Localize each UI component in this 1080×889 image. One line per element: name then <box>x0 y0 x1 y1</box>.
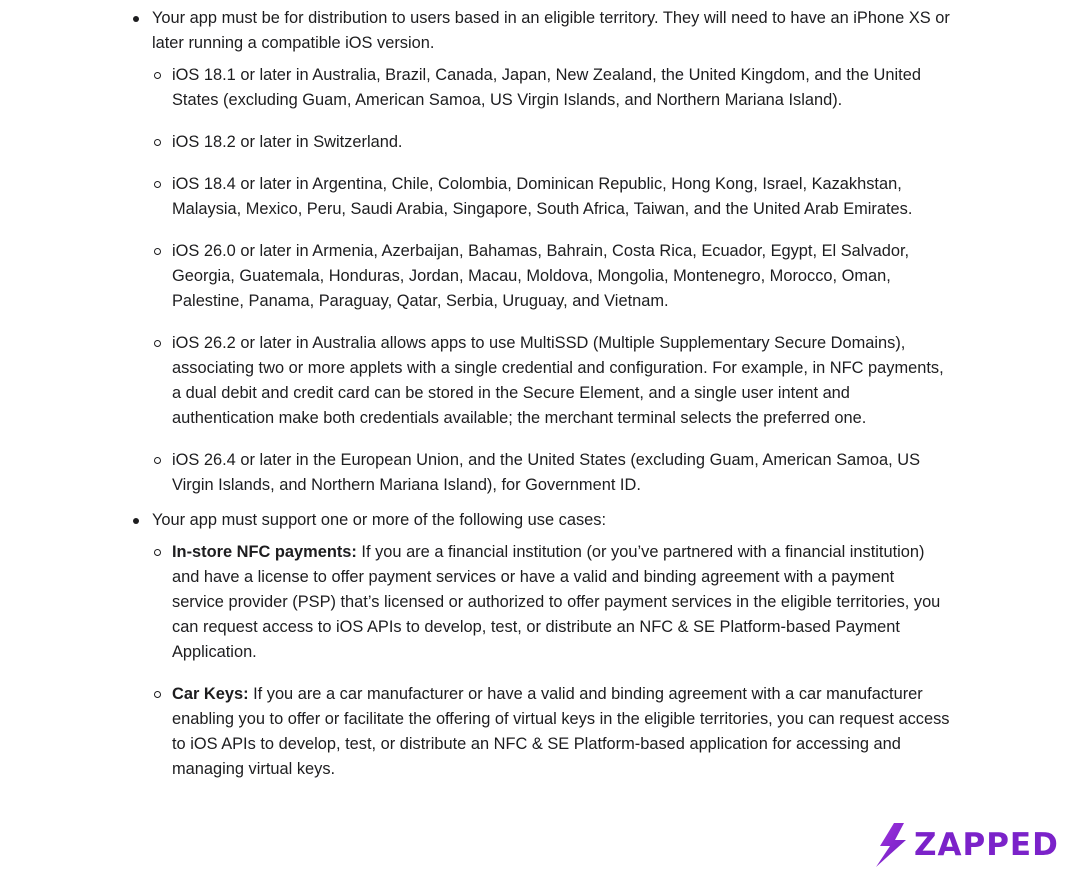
zapped-watermark <box>874 822 1059 868</box>
bullet-circle <box>154 72 161 79</box>
sublist-item-text: If you are a car manufacturer or have a valid and binding agreement with a car manufacturer enabling you to offer or facilitate the offering of virtual keys in the eligible territories, you can request access to iOS APIs to develop, test, or distribute an NFC & SE Platform-based application for accessing and managing virtual keys. <box>172 685 950 778</box>
bullet-circle <box>154 457 161 464</box>
bullet-circle <box>154 139 161 146</box>
sublist-item <box>172 448 950 498</box>
sublist-item <box>172 239 950 314</box>
sublist-item-text: iOS 18.1 or later in Australia, Brazil, Canada, Japan, New Zealand, the United Kingdom, and the United States (excluding Guam, American Samoa, US Virgin Islands, and Northern Mariana Island). <box>172 66 921 109</box>
sublist-item <box>172 172 950 222</box>
use-case-sublist <box>152 540 950 782</box>
sublist-item <box>172 130 950 155</box>
list-item-text: Your app must support one or more of the following use cases: <box>152 511 607 529</box>
requirements-list <box>0 6 950 782</box>
bullet-circle <box>154 340 161 347</box>
list-item-text: Your app must be for distribution to users based in an eligible territory. They will need to have an iPhone XS or later running a compatible iOS version. <box>152 9 950 52</box>
watermark-text: ZAPPED <box>914 827 1059 863</box>
sublist-item-text: iOS 18.4 or later in Argentina, Chile, Colombia, Dominican Republic, Hong Kong, Israel, Kazakhstan, Malaysia, Mexico, Peru, Saudi Arabia, Singapore, South Africa, Taiwan, and the United Arab Emirates. <box>172 175 913 218</box>
list-item-use-cases <box>152 508 950 782</box>
document-body <box>0 6 1080 792</box>
territory-sublist <box>152 63 950 498</box>
sublist-item-nfc-payments <box>172 540 950 665</box>
sublist-item-text: iOS 26.0 or later in Armenia, Azerbaijan, Bahamas, Bahrain, Costa Rica, Ecuador, Egypt, El Salvador, Georgia, Guatemala, Honduras, Jordan, Macau, Moldova, Mongolia, Montenegro, Morocco, Oman, Palestine, Panama, Paraguay, Qatar, Serbia, Uruguay, and Vietnam. <box>172 242 910 310</box>
bullet-circle <box>154 549 161 556</box>
bullet-dot <box>133 518 139 524</box>
bullet-circle <box>154 181 161 188</box>
sublist-item-text: iOS 18.2 or later in Switzerland. <box>172 133 403 151</box>
sublist-item <box>172 331 950 431</box>
bullet-circle <box>154 691 161 698</box>
sublist-item-text: iOS 26.2 or later in Australia allows apps to use MultiSSD (Multiple Supplementary Secure Domains), associating two or more applets with a single credential and configuration. For example, in NFC payments, a dual debit and credit card can be stored in the Secure Element, and a single user intent and authentication make both credentials available; the merchant terminal selects the preferred one. <box>172 334 944 427</box>
bullet-dot <box>133 16 139 22</box>
use-case-lead: Car Keys: <box>172 685 249 703</box>
list-item-eligible-territory <box>152 6 950 498</box>
lightning-bolt-icon <box>874 822 910 868</box>
bullet-circle <box>154 248 161 255</box>
sublist-item-text: If you are a financial institution (or you’ve partnered with a financial institution) and have a license to offer payment services or have a valid and binding agreement with a payment service provider (PSP) that’s licensed or authorized to offer payment services in the eligible territories, you can request access to iOS APIs to develop, test, or distribute an NFC & SE Platform-based Payment Application. <box>172 543 941 661</box>
use-case-lead: In-store NFC payments: <box>172 543 357 561</box>
sublist-item-text: iOS 26.4 or later in the European Union, and the United States (excluding Guam, American Samoa, US Virgin Islands, and Northern Mariana Island), for Government ID. <box>172 451 921 494</box>
sublist-item-car-keys <box>172 682 950 782</box>
sublist-item <box>172 63 950 113</box>
